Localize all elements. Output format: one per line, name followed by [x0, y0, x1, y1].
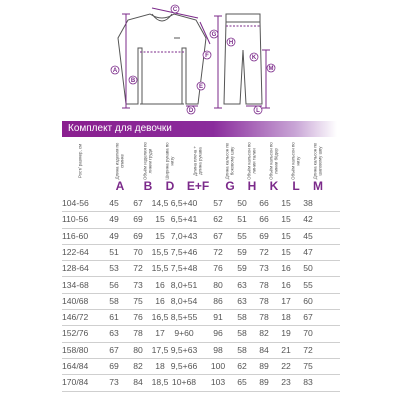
row-value-cell: 22: [281, 361, 291, 371]
row-value-cell: 59: [237, 263, 247, 274]
row-value-cell: 73: [109, 377, 119, 388]
letter-m: M: [313, 179, 323, 193]
row-value-cell: 15,5: [151, 263, 169, 274]
row-value-cell: 8,5+55: [170, 312, 198, 323]
row-value-cell: 15: [281, 198, 291, 208]
row-value-cell: 51: [109, 246, 119, 257]
row-value-cell: 45: [303, 230, 313, 241]
row-value-cell: 58: [237, 312, 247, 323]
row-size-cell: 128-64: [62, 263, 89, 274]
table-row: [62, 212, 340, 228]
row-value-cell: 75: [303, 361, 313, 371]
marker-c: C: [172, 7, 178, 13]
shirt-measure-lines: [122, 8, 210, 108]
letter-k: K: [269, 179, 279, 193]
row-value-cell: 10+68: [171, 377, 197, 388]
table-row: [62, 343, 340, 359]
row-size-cell: 164/84: [62, 361, 89, 371]
row-value-cell: 84: [259, 344, 269, 355]
row-value-cell: 60: [303, 295, 313, 306]
row-value-cell: 66: [259, 198, 269, 208]
row-value-cell: 18: [281, 312, 291, 323]
row-value-cell: 75: [133, 295, 143, 306]
row-value-cell: 76: [213, 263, 223, 274]
letter-l: L: [292, 179, 300, 193]
row-value-cell: 15: [281, 230, 291, 241]
letter-d: D: [165, 179, 175, 193]
row-value-cell: 78: [133, 328, 143, 339]
row-value-cell: 15,5: [151, 246, 169, 257]
row-value-cell: 17,5: [151, 344, 169, 355]
row-value-cell: 96: [213, 328, 223, 339]
row-value-cell: 47: [303, 246, 313, 257]
header-ef-label: Длина плеча + длина рукава: [192, 146, 202, 176]
row-value-cell: 16,5: [151, 312, 169, 323]
marker-m: M: [268, 66, 274, 72]
row-value-cell: 63: [237, 295, 247, 306]
row-value-cell: 51: [237, 214, 247, 225]
row-value-cell: 7,5+46: [170, 246, 198, 257]
row-value-cell: 72: [303, 344, 313, 355]
row-size-cell: 134-68: [62, 279, 89, 290]
row-value-cell: 86: [213, 295, 223, 306]
row-value-cell: 49: [109, 214, 119, 225]
row-value-cell: 9,5+63: [170, 344, 198, 355]
row-value-cell: 67: [133, 198, 143, 208]
letter-ef: E+F: [186, 179, 210, 193]
row-value-cell: 49: [109, 230, 119, 241]
table-row: [62, 359, 340, 375]
row-value-cell: 6,5+41: [170, 214, 198, 225]
row-value-cell: 38: [303, 198, 313, 208]
row-value-cell: 50: [303, 263, 313, 274]
header-d-label: Ширина рукава по низу: [164, 142, 174, 180]
table-row: [62, 375, 340, 391]
row-size-cell: 170/84: [62, 377, 89, 388]
row-value-cell: 62: [237, 361, 247, 371]
table-row: [62, 294, 340, 310]
row-size-cell: 122-64: [62, 246, 89, 257]
row-value-cell: 73: [259, 263, 269, 274]
row-value-cell: 70: [133, 246, 143, 257]
marker-l: L: [256, 108, 260, 114]
row-value-cell: 58: [237, 328, 247, 339]
row-size-cell: 140/68: [62, 295, 89, 306]
row-value-cell: 55: [237, 230, 247, 241]
letter-h: H: [247, 179, 257, 193]
marker-b: B: [130, 78, 136, 84]
row-value-cell: 53: [109, 263, 119, 274]
table-banner: [62, 121, 337, 137]
letter-g: G: [225, 179, 235, 193]
header-size: [62, 141, 100, 181]
row-value-cell: 42: [303, 214, 313, 225]
row-value-cell: 67: [213, 230, 223, 241]
table-row: [62, 278, 340, 294]
row-value-cell: 82: [259, 328, 269, 339]
row-value-cell: 89: [259, 361, 269, 371]
row-value-cell: 50: [237, 198, 247, 208]
row-value-cell: 72: [133, 263, 143, 274]
row-value-cell: 23: [281, 377, 291, 388]
row-size-cell: 152/76: [62, 328, 89, 339]
row-value-cell: 18,5: [151, 377, 169, 388]
header-k-label: Объём кальсон по линии бёдер: [268, 142, 278, 180]
header-l-label: Объём кальсон по низу: [290, 142, 300, 180]
row-size-cell: 146/72: [62, 312, 89, 323]
row-value-cell: 103: [210, 377, 226, 388]
row-value-cell: 14,5: [151, 198, 169, 208]
row-size-cell: 116-60: [62, 230, 89, 241]
row-value-cell: 15: [281, 214, 291, 225]
marker-h: H: [228, 40, 234, 46]
table-row: [62, 196, 340, 212]
row-value-cell: 82: [133, 361, 143, 371]
row-value-cell: 21: [281, 344, 291, 355]
row-value-cell: 19: [281, 328, 291, 339]
row-value-cell: 15: [281, 246, 291, 257]
row-value-cell: 58: [109, 295, 119, 306]
banner-title: Комплект для девочки: [68, 123, 172, 134]
table-row: [62, 310, 340, 326]
marker-circles: [111, 5, 275, 114]
row-value-cell: 69: [133, 230, 143, 241]
row-value-cell: 62: [213, 214, 223, 225]
row-value-cell: 73: [133, 279, 143, 290]
row-value-cell: 7,0+43: [170, 230, 198, 241]
row-value-cell: 100: [210, 361, 226, 371]
header-b-label: Объём изделия по линии груди: [142, 142, 152, 180]
row-value-cell: 76: [133, 312, 143, 323]
garment-diagram: [0, 0, 400, 118]
row-value-cell: 17: [155, 328, 165, 339]
row-value-cell: 63: [237, 279, 247, 290]
row-value-cell: 55: [303, 279, 313, 290]
row-value-cell: 78: [259, 295, 269, 306]
header-a-label: Длина изделия по спинке: [114, 142, 124, 180]
row-value-cell: 6,5+40: [170, 198, 198, 208]
row-value-cell: 69: [109, 361, 119, 371]
header-m-label: Длина кальсон по шаговому шву: [312, 142, 322, 180]
row-size-cell: 110-56: [62, 214, 89, 225]
marker-f: F: [205, 53, 209, 59]
row-value-cell: 45: [109, 198, 119, 208]
row-value-cell: 56: [109, 279, 119, 290]
row-value-cell: 72: [259, 246, 269, 257]
letter-a: A: [115, 179, 125, 193]
letter-b: B: [143, 179, 153, 193]
marker-a: A: [112, 68, 118, 74]
row-value-cell: 98: [213, 344, 223, 355]
row-size-cell: 158/80: [62, 344, 89, 355]
header-g-label: Длина кальсон по боковому шву: [224, 142, 234, 180]
row-size-cell: 104-56: [62, 198, 89, 208]
row-value-cell: 7,5+48: [170, 263, 198, 274]
row-value-cell: 67: [109, 344, 119, 355]
row-value-cell: 69: [133, 214, 143, 225]
row-value-cell: 17: [281, 295, 291, 306]
row-value-cell: 89: [259, 377, 269, 388]
row-value-cell: 67: [303, 312, 313, 323]
marker-e: E: [198, 84, 204, 90]
row-value-cell: 15: [155, 214, 165, 225]
row-value-cell: 15: [155, 230, 165, 241]
row-value-cell: 16: [155, 279, 165, 290]
row-value-cell: 9+60: [174, 328, 194, 339]
row-value-cell: 91: [213, 312, 223, 323]
marker-k: K: [251, 55, 257, 61]
row-value-cell: 16: [281, 263, 291, 274]
row-value-cell: 63: [109, 328, 119, 339]
row-value-cell: 72: [213, 246, 223, 257]
row-value-cell: 80: [133, 344, 143, 355]
row-value-cell: 57: [213, 198, 223, 208]
row-value-cell: 70: [303, 328, 313, 339]
marker-g: G: [211, 32, 217, 38]
row-value-cell: 84: [133, 377, 143, 388]
row-value-cell: 18: [155, 361, 165, 371]
row-value-cell: 83: [303, 377, 313, 388]
header-m: [300, 141, 336, 181]
table-row: [62, 245, 340, 261]
marker-labels: [113, 7, 274, 114]
header-size-label: Рост/ размер, см: [77, 143, 83, 179]
row-value-cell: 61: [109, 312, 119, 323]
row-value-cell: 65: [237, 377, 247, 388]
row-value-cell: 66: [259, 214, 269, 225]
row-value-cell: 69: [259, 230, 269, 241]
marker-d: D: [188, 108, 194, 114]
row-value-cell: 16: [155, 295, 165, 306]
row-value-cell: 59: [237, 246, 247, 257]
row-value-cell: 8,0+54: [170, 295, 198, 306]
row-value-cell: 78: [259, 279, 269, 290]
row-value-cell: 9,5+66: [170, 361, 198, 371]
table-row: [62, 261, 340, 277]
shirt-outline: [118, 14, 206, 104]
table-row: [62, 326, 340, 342]
row-value-cell: 78: [259, 312, 269, 323]
row-value-cell: 58: [237, 344, 247, 355]
header-h-label: Объём кальсон по линии талии: [246, 142, 256, 180]
row-value-cell: 16: [281, 279, 291, 290]
table-row: [62, 229, 340, 245]
row-value-cell: 80: [213, 279, 223, 290]
row-value-cell: 8,0+51: [170, 279, 198, 290]
